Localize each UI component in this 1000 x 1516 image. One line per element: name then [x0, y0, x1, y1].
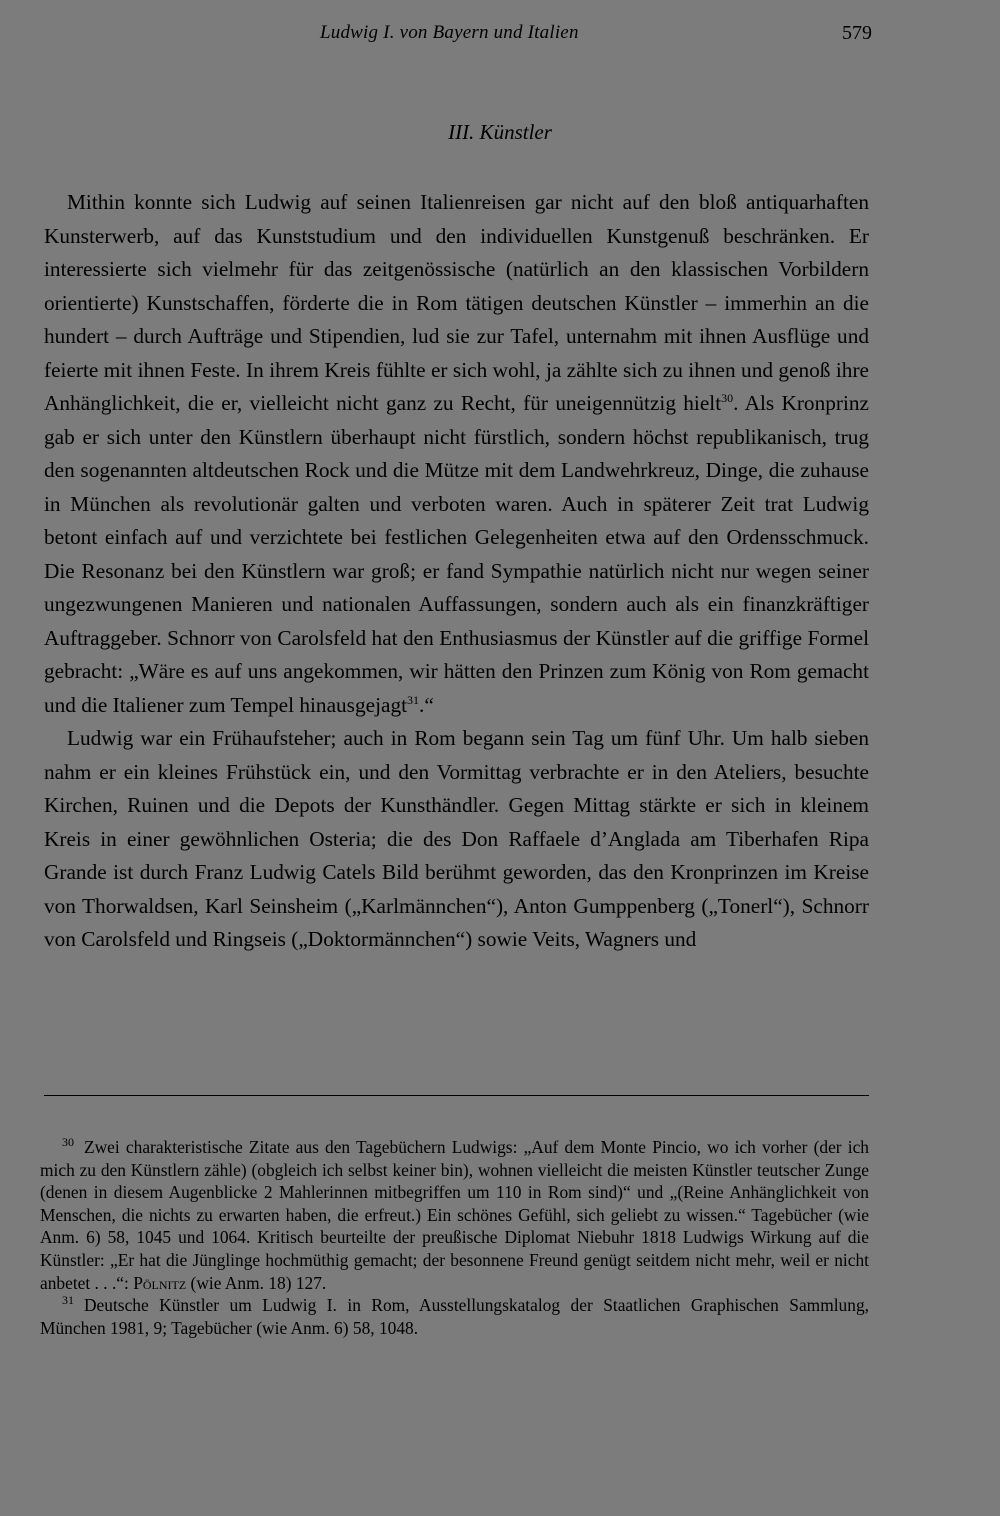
footnote-30-text-a: Zwei charakteristische Zitate aus den Tagebüchern Ludwigs: „Auf dem Monte Pincio, wo ich vorher (der ich mich zu den Künstlern zähle) (obgleich ich selbst keiner bin), wohnen vielleicht die meisten Künstler teutscher Zunge (denen in diesem Augenblicke 2 Mahlerinnen mitbegriffen um 110 in Rom sind)“ und „(Reine Anhänglichkeit von Menschen, die nichts zu erwarten haben, die erfreut.) Ein schönes Gefühl, sich geliebt zu wissen.“ Tagebücher (wie Anm. 6) 58, 1045 und 1064. Kritisch beurteilte der preußische Diplomat Niebuhr 1818 Ludwigs Wirkung auf die Künstler: „Er hat die Jünglinge hochmüthig gemacht; der besonnene Freund genügt seitdem nicht mehr, weil er nicht anbetet . . .“: — [40, 1137, 869, 1293]
footnote-30-author: Pölnitz — [133, 1272, 187, 1293]
paragraph-1-text-a: Mithin konnte sich Ludwig auf seinen Italienreisen gar nicht auf den bloß antiquarhaften Kunsterwerb, auf das Kunststudium und den individuellen Kunstgenuß beschränken. Er interessierte sich vielmehr für das zeitgenössische (natürlich an den klassischen Vorbildern orientierte) Kunstschaffen, förderte die in Rom tätigen deutschen Künstler – immerhin an die hundert – durch Aufträge und Stipendien, lud sie zur Tafel, unternahm mit ihnen Ausflüge und feierte mit ihnen Feste. In ihrem Kreis fühlte er sich wohl, ja zählte sich zu ihnen und genoß ihre Anhänglichkeit, die er, vielleicht nicht ganz zu Recht, für uneigennützig hielt — [44, 190, 869, 415]
paragraph-1-text-b: . Als Kronprinz gab er sich unter den Künstlern überhaupt nicht fürstlich, sondern höchst republikanisch, trug den sogenannten altdeutschen Rock und die Mütze mit dem Landwehrkreuz, Dinge, die zuhause in München als revolutionär galten und verboten waren. Auch in späterer Zeit trat Ludwig betont einfach auf und verzichtete bei festlichen Gelegenheiten etwa auf den Ordensschmuck. Die Resonanz bei den Künstlern war groß; er fand Sympathie natürlich nicht nur wegen seiner ungezwungenen Manieren und nationalen Auffassungen, sondern auch als ein finanzkräftiger Auftraggeber. Schnorr von Carolsfeld hat den Enthusiasmus der Künstler auf die griffige Formel gebracht: „Wäre es auf uns angekommen, wir hätten den Prinzen zum König von Rom gemacht und die Italiener zum Tempel hinausgejagt — [44, 391, 869, 717]
footnote-number: 31 — [62, 1293, 74, 1308]
footnote-31 — [40, 1294, 869, 1339]
footnote-ref-31[interactable]: 31 — [407, 692, 420, 707]
footnotes — [40, 1136, 869, 1339]
paragraph-1 — [44, 186, 869, 722]
paragraph-1-text-c: .“ — [419, 692, 434, 717]
section-title: III. Künstler — [448, 120, 552, 144]
page-number: 579 — [842, 22, 872, 44]
footnote-number: 30 — [62, 1135, 74, 1150]
footnote-30-text-b: (wie Anm. 18) 127. — [186, 1272, 327, 1293]
footnote-divider — [44, 1095, 869, 1096]
main-text — [44, 186, 869, 957]
paragraph-2: Ludwig war ein Frühaufsteher; auch in Rom begann sein Tag um fünf Uhr. Um halb sieben nahm er ein kleines Frühstück ein, und den Vormittag verbrachte er in den Ateliers, besuchte Kirchen, Ruinen und die Depots der Kunsthändler. Gegen Mittag stärkte er sich in kleinem Kreis in einer gewöhnlichen Osteria; die des Don Raffaele d’Anglada am Tiberhafen Ripa Grande ist durch Franz Ludwig Catels Bild berühmt geworden, das den Kronprinzen im Kreise von Thorwaldsen, Karl Seinsheim („Karlmännchen“), Anton Gumppenberg („Tonerl“), Schnorr von Carolsfeld und Ringseis („Doktormännchen“) sowie Veits, Wagners und — [44, 726, 869, 951]
footnote-30 — [40, 1136, 869, 1294]
footnote-ref-30[interactable]: 30 — [721, 390, 734, 405]
footnote-31-text: Deutsche Künstler um Ludwig I. in Rom, Ausstellungskatalog der Staatlichen Graphischen Sammlung, München 1981, 9; Tagebücher (wie Anm. 6) 58, 1048. — [40, 1295, 869, 1338]
running-head: Ludwig I. von Bayern und Italien — [320, 22, 579, 43]
